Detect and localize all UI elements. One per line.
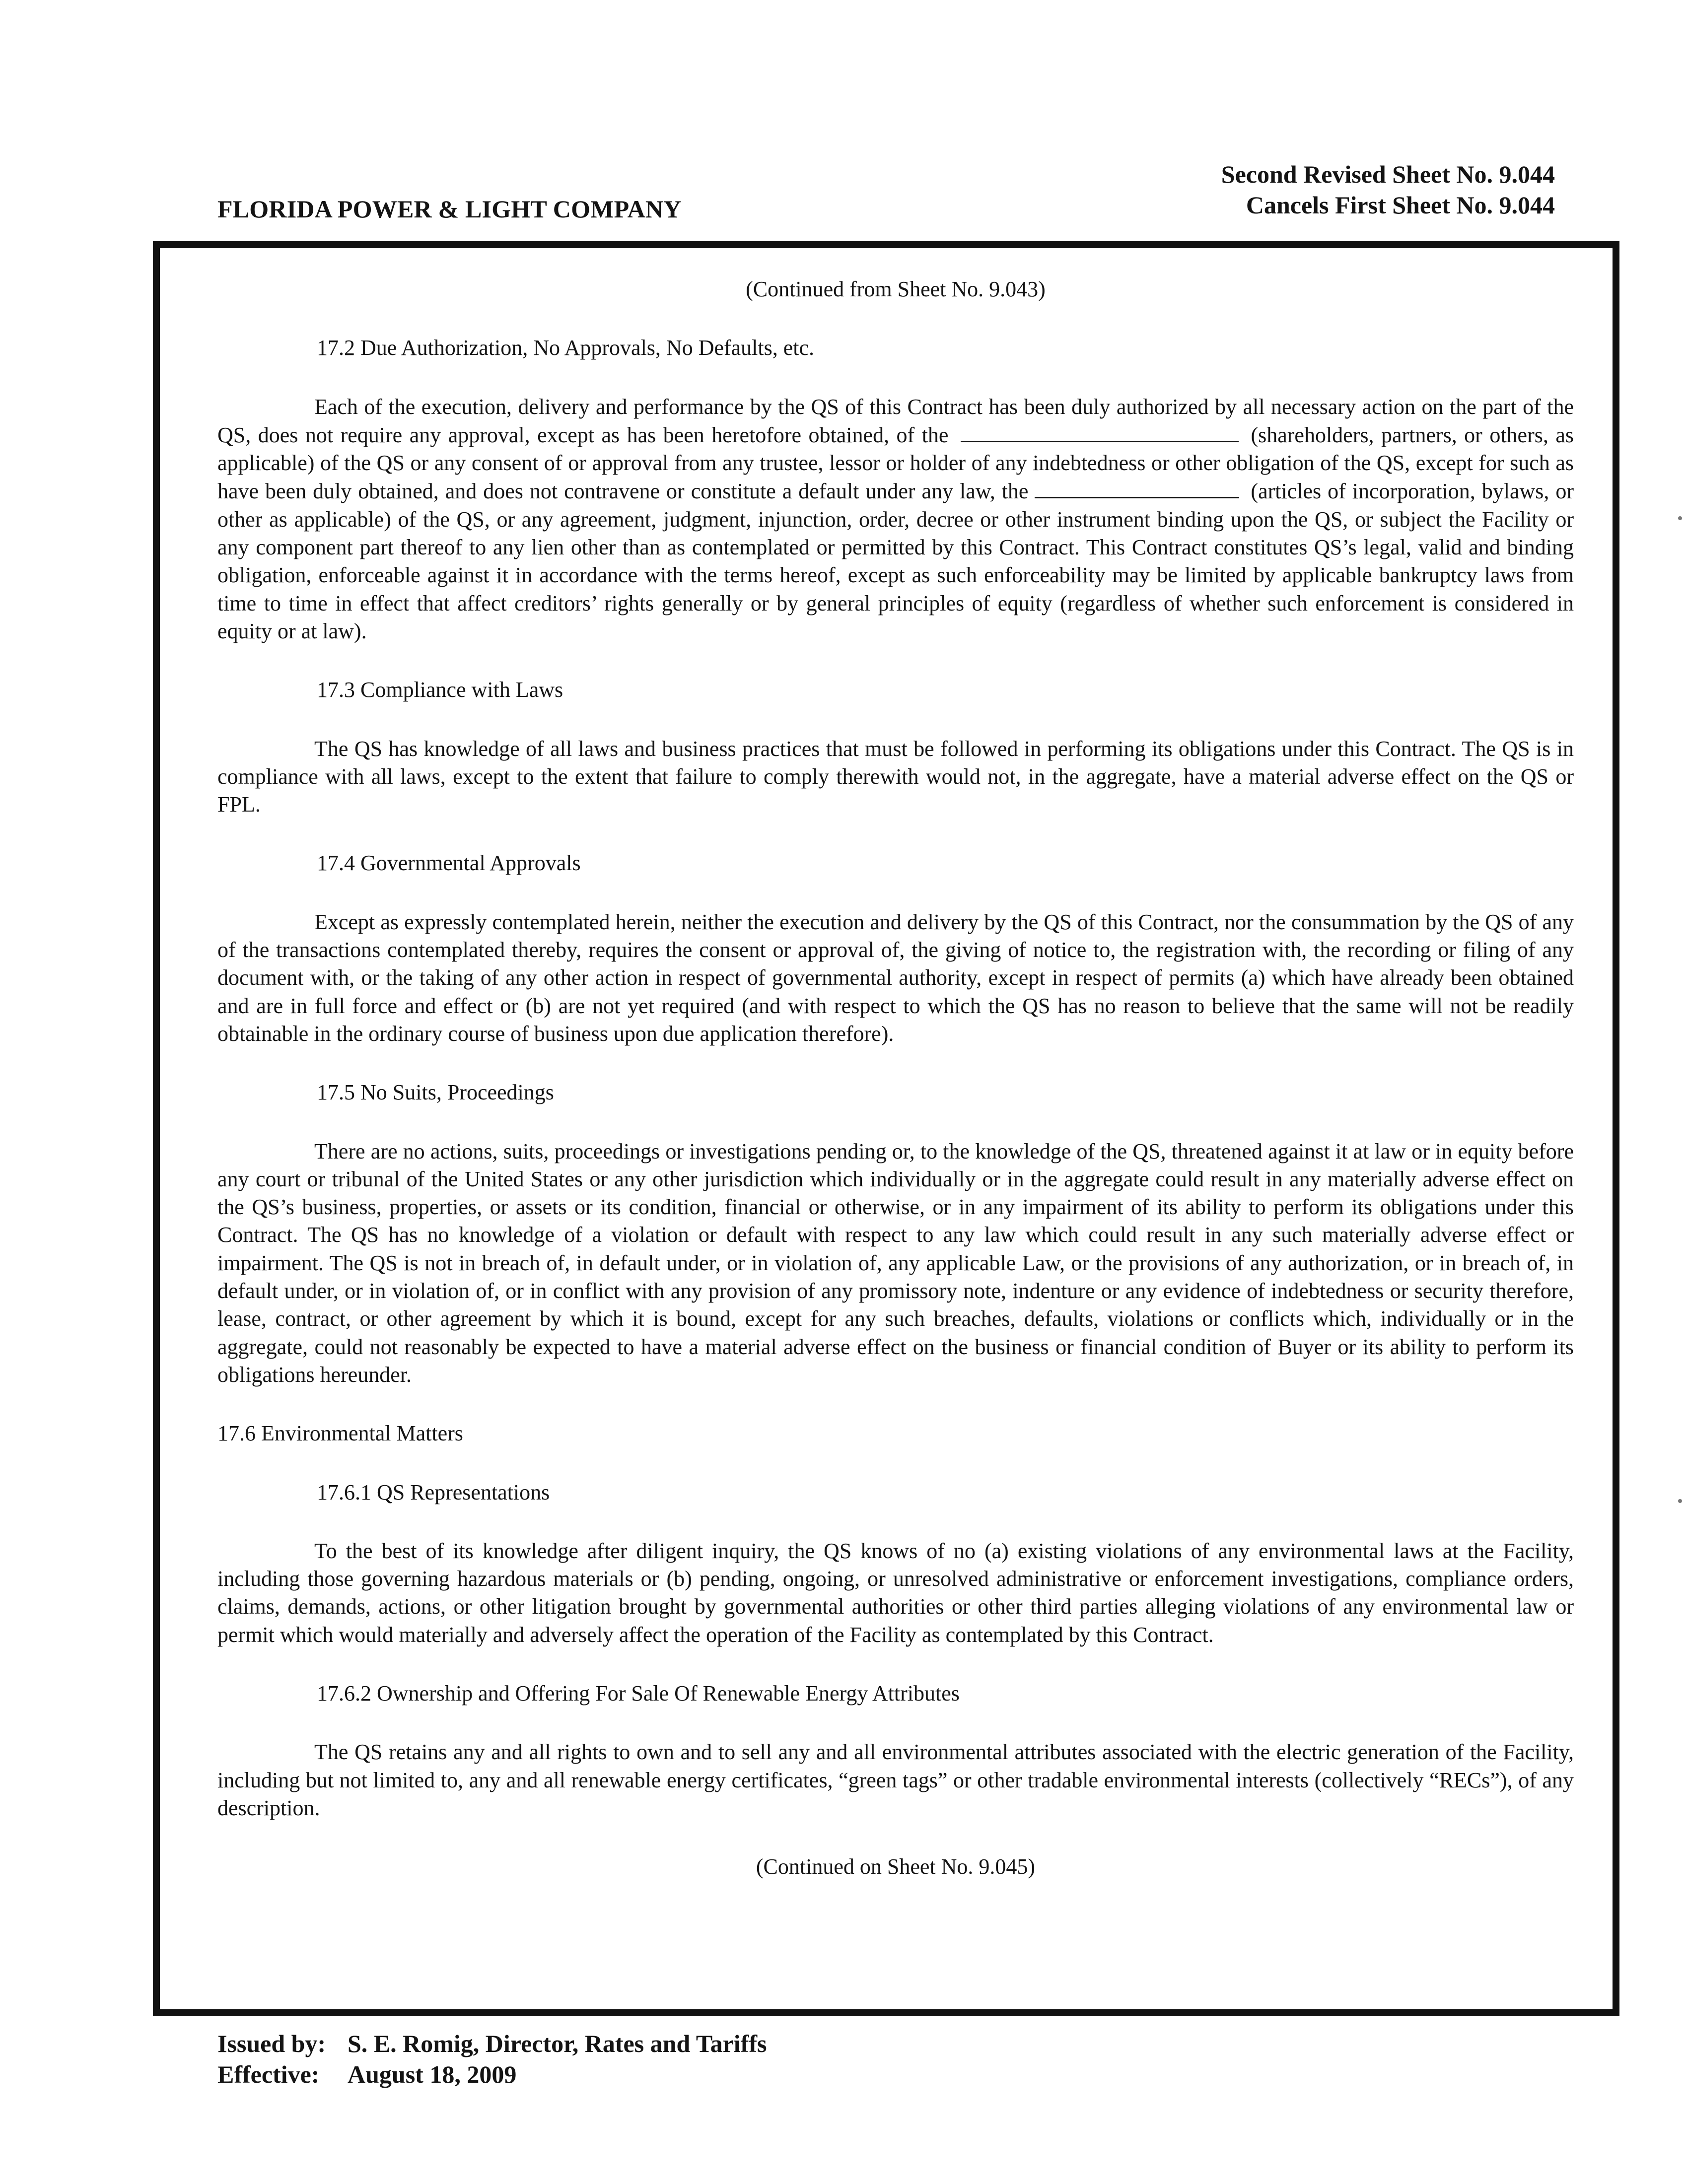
sheet-number-block — [1221, 159, 1555, 220]
issued-by-label: Issued by: — [217, 2030, 326, 2057]
cancels-sheet-number: Cancels First Sheet No. 9.044 — [1246, 191, 1555, 219]
continued-from: (Continued from Sheet No. 9.043) — [746, 277, 1046, 301]
section-17-2-text — [217, 393, 1574, 646]
section-17-3-text: The QS has knowledge of all laws and business practices that must be followed in performing its obligations under this Contract. The QS is in compliance with all laws, except to the extent that failure to comply therewith would not, in the aggregate, have a material adverse effect on the QS or FPL. — [217, 736, 1574, 817]
tariff-content — [217, 275, 1574, 1881]
section-17-4-heading: 17.4 Governmental Approvals — [317, 851, 581, 876]
effective-value: August 18, 2009 — [348, 2060, 517, 2088]
section-17-5-text: There are no actions, suits, proceedings or investigations pending or, to the knowledge of the QS, threatened against it at law or in equity before any court or tribunal of the United States or any other jurisdiction which individually or in the aggregate could result in any materially adverse effect on the QS’s business, properties, or assets or its condition, financial or otherwise, or in any impairment of its ability to perform its obligations under this Contract. The QS has no knowledge of a violation or default with respect to any law which could result in any such materially adverse effect or impairment. The QS is not in breach of, in default under, or in violation of, any applicable Law, or the provisions of any authorization, or in breach of, in default under, or in violation of, or in conflict with any provision of any promissory note, indenture or any evidence of indebtedness or security therefore, lease, contract, or other agreement by which it is bound, except for any such breaches, defaults, violations or conflicts which, individually or in the aggregate, could not reasonably be expected to have a material adverse effect on the business or financial condition of Buyer or its ability to perform its obligations hereunder. — [217, 1139, 1574, 1387]
section-17-5-heading: 17.5 No Suits, Proceedings — [317, 1080, 554, 1105]
sheet-number: Second Revised Sheet No. 9.044 — [1221, 160, 1555, 188]
continued-on: (Continued on Sheet No. 9.045) — [756, 1854, 1036, 1879]
section-17-6-1-heading: 17.6.1 QS Representations — [317, 1480, 550, 1504]
fill-in-blank — [1035, 477, 1239, 498]
effective-line — [217, 2059, 767, 2090]
section-17-2-text-b: (shareholders, partners, or others, as applicable) of the QS or any consent of or approval from any trustee, lessor or holder of any indebtedness or other obligation of the QS, except for such as have been duly obtained, and does not contravene or constitute a default under any law, the — [217, 422, 1574, 504]
issued-by-line — [217, 2028, 767, 2059]
issued-by-value: S. E. Romig, Director, Rates and Tariffs — [348, 2030, 767, 2057]
section-17-6-2-text: The QS retains any and all rights to own and to sell any and all environmental attributes associated with the electric generation of the Facility, including but not limited to, any and all renewable energy certificates, “green tags” or other tradable environmental interests (collectively “RECs”), of any description. — [217, 1740, 1574, 1820]
scan-speck — [1678, 516, 1682, 520]
section-17-2-text-c: (articles of incorporation, bylaws, or other as applicable) of the QS, or any agreement, judgment, injunction, order, decree or other instrument binding upon the QS, or subject the Facility or any component part thereof to any lien other than as contemplated or permitted by this Contract. This Contract constitutes QS’s legal, valid and binding obligation, enforceable against it in accordance with the terms hereof, except as such enforceability may be limited by applicable bankruptcy laws from time to time in effect that affect creditors’ rights generally or by general principles of equity (regardless of whether such enforcement is considered in equity or at law). — [217, 479, 1574, 643]
section-17-6-heading: 17.6 Environmental Matters — [217, 1421, 463, 1446]
section-17-3-heading: 17.3 Compliance with Laws — [317, 678, 563, 702]
section-17-6-2-heading: 17.6.2 Ownership and Offering For Sale Of Renewable Energy Attributes — [317, 1681, 960, 1706]
effective-label: Effective: — [217, 2060, 320, 2088]
section-17-6-1-text: To the best of its knowledge after diligent inquiry, the QS knows of no (a) existing violations of any environmental laws at the Facility, including those governing hazardous materials or (b) pending, ongoing, or unresolved administrative or enforcement investigations, compliance orders, claims, demands, actions, or other litigation brought by governmental authorities or other third parties alleging violations of any environmental law or permit which would materially and adversely affect the operation of the Facility as contemplated by this Contract. — [217, 1538, 1574, 1647]
section-17-4-text: Except as expressly contemplated herein, neither the execution and delivery by the QS of this Contract, nor the consummation by the QS of any of the transactions contemplated thereby, requires the consent or approval of, the giving of notice to, the registration with, the recording or filing of any document with, or the taking of any other action in respect of governmental authority, except in respect of permits (a) which have already been obtained and are in full force and effect or (b) are not yet required (and with respect to which the QS has no reason to believe that the same will not be readily obtainable in the ordinary course of business upon due application therefore). — [217, 909, 1574, 1046]
scan-speck — [1678, 1499, 1682, 1503]
fill-in-blank — [961, 421, 1239, 442]
company-name: FLORIDA POWER & LIGHT COMPANY — [217, 195, 682, 223]
issuance-footer — [217, 2028, 767, 2090]
section-17-2-heading: 17.2 Due Authorization, No Approvals, No Defaults, etc. — [317, 336, 815, 360]
section-17-2-text-a: Each of the execution, delivery and performance by the QS of this Contract has been duly authorized by all necessary action on the part of the QS, does not require any approval, except as has been heretofore obtained, of the — [217, 394, 1574, 447]
